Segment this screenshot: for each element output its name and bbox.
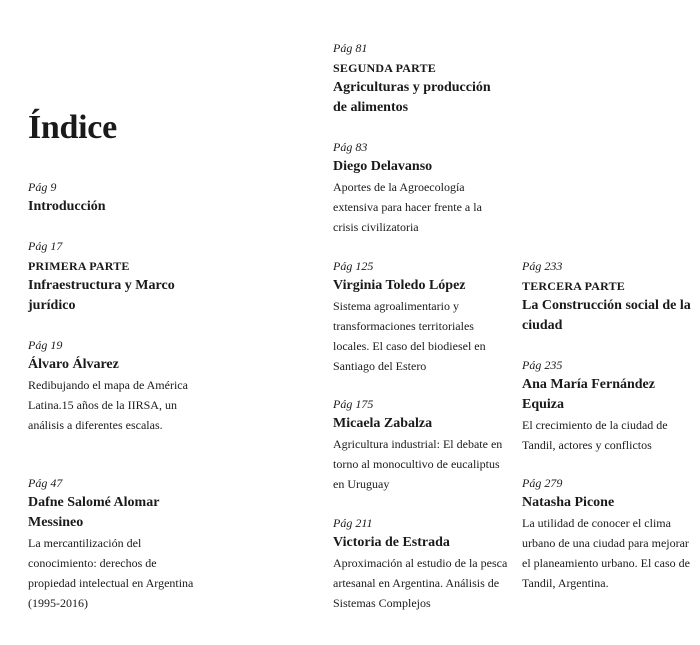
toc-entry-toledo[interactable] <box>333 256 508 376</box>
page-number: Pág 279 <box>522 476 563 490</box>
entry-description: La utilidad de conocer el clima urbano de una ciudad para mejorar el planeamiento urbano. El caso de Tandil, Argentina. <box>522 516 690 590</box>
page-number: Pág 211 <box>333 516 373 530</box>
entry-author: Natasha Picone <box>522 495 615 510</box>
entry-description: Agricultura industrial: El debate en torno al monocultivo de eucaliptus en Uruguay <box>333 437 503 491</box>
entry-description: Aproximación al estudio de la pesca artesanal en Argentina. Análisis de Sistemas Complejos <box>333 556 508 610</box>
entry-description: Aportes de la Agroecología extensiva para hacer frente a la crisis civilizatoria <box>333 180 482 234</box>
page-number: Pág 17 <box>28 239 63 253</box>
entry-heading: Infraestructura y Marco jurídico <box>28 278 175 313</box>
toc-entry-segunda-parte[interactable] <box>333 38 508 118</box>
page-number: Pág 235 <box>522 358 563 372</box>
entry-author: Virginia Toledo López <box>333 278 466 293</box>
page-number: Pág 81 <box>333 41 368 55</box>
entry-heading: Agriculturas y producción de alimentos <box>333 80 491 115</box>
entry-author: Victoria de Estrada <box>333 535 450 550</box>
entry-description: El crecimiento de la ciudad de Tandil, actores y conflictos <box>522 418 668 452</box>
page-number: Pág 9 <box>28 180 57 194</box>
toc-entry-alvarez[interactable] <box>28 335 203 435</box>
toc-entry-introduccion[interactable] <box>28 177 203 217</box>
page-number: Pág 233 <box>522 259 563 273</box>
entry-heading: Introducción <box>28 199 106 214</box>
toc-entry-zabalza[interactable] <box>333 394 508 494</box>
toc-entry-tercera-parte[interactable] <box>522 256 692 336</box>
index-title: Índice <box>28 109 117 146</box>
entry-heading: La Construcción social de la ciudad <box>522 298 691 333</box>
entry-description: Sistema agroalimentario y transformaciones territoriales locales. El caso del biodiesel en Santiago del Estero <box>333 299 486 373</box>
part-label: SEGUNDA PARTE <box>333 61 436 75</box>
toc-entry-fernandez[interactable] <box>522 355 692 455</box>
toc-entry-delavanso[interactable] <box>333 137 508 237</box>
page-number: Pág 125 <box>333 259 374 273</box>
page-number: Pág 83 <box>333 140 368 154</box>
part-label: PRIMERA PARTE <box>28 259 130 273</box>
page-number: Pág 47 <box>28 476 63 490</box>
entry-description: La mercantilización del conocimiento: derechos de propiedad intelectual en Argentina (1995-2016) <box>28 536 194 610</box>
entry-description: Redibujando el mapa de América Latina.15 años de la IIRSA, un análisis a diferentes escalas. <box>28 378 188 432</box>
entry-author: Ana María Fernández Equiza <box>522 377 655 412</box>
entry-author: Micaela Zabalza <box>333 416 433 431</box>
toc-entry-primera-parte[interactable] <box>28 236 203 316</box>
page-number: Pág 175 <box>333 397 374 411</box>
entry-author: Dafne Salomé Alomar Messineo <box>28 495 160 530</box>
part-label: TERCERA PARTE <box>522 279 625 293</box>
entry-author: Diego Delavanso <box>333 159 433 174</box>
page-number: Pág 19 <box>28 338 63 352</box>
toc-entry-estrada[interactable] <box>333 513 508 613</box>
entry-author: Álvaro Álvarez <box>28 357 119 372</box>
toc-entry-alomar[interactable] <box>28 473 203 613</box>
toc-entry-picone[interactable] <box>522 473 692 593</box>
